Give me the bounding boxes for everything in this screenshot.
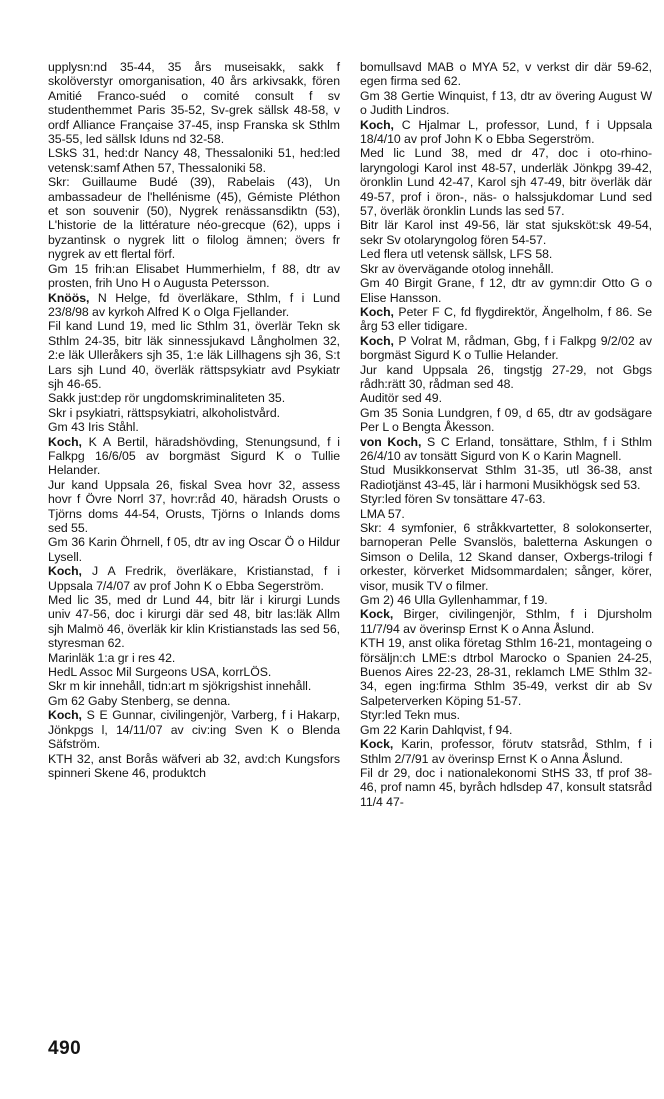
entry-surname: Koch, <box>360 333 394 348</box>
entry-paragraph <box>48 651 340 665</box>
entry-text: Sakk just:dep rör ungdomskriminaliteten 35. <box>48 391 286 406</box>
entry-paragraph <box>48 60 340 146</box>
entry-text: Bitr lär Karol inst 49-56, lär stat sjuksköt:sk 49-54, sekr Sv otolaryngolog fören 54-57. <box>360 218 652 247</box>
entry-paragraph <box>360 262 652 276</box>
entry-paragraph <box>48 665 340 679</box>
entry-heading-paragraph <box>360 305 652 334</box>
entry-paragraph <box>360 636 652 708</box>
entry-text: Fil dr 29, doc i nationalekonomi StHS 33, tf prof 38-46, prof namn 45, byråch hdlsdep 47, konsult statsråd 11/4 47- <box>360 765 652 809</box>
entry-paragraph <box>360 521 652 593</box>
entry-text: Karin, professor, förutv statsråd, Sthlm, f i Sthlm 2/7/91 av överinsp Ernst K o Anna Åslund. <box>360 737 652 766</box>
entry-paragraph <box>360 507 652 521</box>
entry-paragraph <box>360 276 652 305</box>
entry-heading-paragraph <box>360 118 652 147</box>
entry-text: Fil kand Lund 19, med lic Sthlm 31, överlär Tekn sk Sthlm 24-35, bitr läk sinnessjukavd Långholmen 32, 2:e läk Ulleråkers sjh 35, 1:e läk Lillhagens sjh 36, S:t Lars sjh Lund 40, överläk rättspsykiatr avd Psykiatr sjh 46-65. <box>48 319 340 391</box>
entry-text: Marinläk 1:a gr i res 42. <box>48 650 176 665</box>
entry-text: Gm 40 Birgit Grane, f 12, dtr av gymn:dir Otto G o Elise Hansson. <box>360 276 652 305</box>
entry-paragraph <box>360 463 652 492</box>
entry-surname: von Koch, <box>360 434 422 449</box>
entry-paragraph <box>360 492 652 506</box>
entry-heading-paragraph <box>48 564 340 593</box>
entry-text: Gm 35 Sonia Lundgren, f 09, d 65, dtr av godsägare Per L o Bengta Åkesson. <box>360 405 652 435</box>
entry-paragraph <box>360 60 652 89</box>
entry-paragraph <box>360 363 652 392</box>
entry-text: HedL Assoc Mil Surgeons USA, korrLÖS. <box>48 665 272 680</box>
entry-text: C Hjalmar L, professor, Lund, f i Uppsala 18/4/10 av prof John K o Ebba Segerström. <box>360 117 652 147</box>
entry-paragraph <box>48 694 340 708</box>
entry-paragraph <box>48 679 340 693</box>
entry-paragraph <box>48 478 340 536</box>
entry-text: LMA 57. <box>360 506 405 521</box>
entry-text: Gm 38 Gertie Winquist, f 13, dtr av övering August W o Judith Lindros. <box>360 88 652 118</box>
entry-surname: Koch, <box>48 564 82 579</box>
right-column <box>360 60 652 809</box>
entry-text: Peter F C, fd flygdirektör, Ängelholm, f 86. Se årg 53 eller tidigare. <box>360 304 652 334</box>
entry-text: Skr m kir innehåll, tidn:art m sjökrigshist innehåll. <box>48 679 312 694</box>
entry-surname: Koch, <box>48 434 82 449</box>
entry-heading-paragraph <box>48 708 340 751</box>
entry-text: upplysn:nd 35-44, 35 års museisakk, sakk f skolöverstyr omorganisation, 40 års arkivsakk, fören Amitié Franco-suéd o comité consult f sv studenthemmet Paris 35-52, Sv-grek sällsk 48-58, v ordf Alliance Française 37-45, insp Franska sk Sthlm 35-55, led sällsk Iduns nd 32-58. <box>48 60 340 147</box>
entry-text: KTH 32, anst Borås wäfveri ab 32, avd:ch Kungsfors spinneri Skene 46, produktch <box>48 751 340 780</box>
entry-text: Gm 22 Karin Dahlqvist, f 94. <box>360 722 513 737</box>
entry-text: Med lic 35, med dr Lund 44, bitr lär i kirurgi Lunds univ 47-56, doc i kirurgi där sed 48, bitr las:läk Allm sjh Malmö 46, överläk kir klin Kristianstads las sed 56, styresman 62. <box>48 593 340 651</box>
entry-paragraph <box>48 175 340 261</box>
entry-text: N Helge, fd överläkare, Sthlm, f i Lund 23/8/98 av kyrkoh Alfred K o Olga Fjellander. <box>48 290 340 319</box>
entry-text: Skr i psykiatri, rättspsykiatri, alkoholistvård. <box>48 405 280 420</box>
entry-text: Birger, civilingenjör, Sthlm, f i Djursholm 11/7/94 av överinsp Ernst K o Anna Åslund. <box>360 607 652 636</box>
entry-heading-paragraph <box>360 435 652 464</box>
entry-text: Med lic Lund 38, med dr 47, doc i oto-rhino-laryngologi Karol inst 48-57, underläk Jönkpg 39-42, öronklin Lund 42-47, Karol sjh 47-49, bitr överläk där 49-57, prof i öron-, näs- o halssjukdomar Lund sed 57, överläk öronklin Lunds las sed 57. <box>360 146 652 219</box>
entry-text: K A Bertil, häradshövding, Stenungsund, f i Falkpg 16/6/05 av borgmäst Sigurd K o Tullie Helander. <box>48 434 340 478</box>
left-column <box>48 60 340 780</box>
entry-text: S C Erland, tonsättare, Sthlm, f i Sthlm 26/4/10 av tonsätt Sigurd von K o Karin Magnell. <box>360 434 652 463</box>
entry-paragraph <box>48 319 340 391</box>
entry-paragraph <box>48 593 340 651</box>
entry-surname: Koch, <box>360 117 394 132</box>
entry-text: S E Gunnar, civilingenjör, Varberg, f i Hakarp, Jönkpgs l, 14/11/07 av civ:ing Sven K o Blenda Säfström. <box>48 708 340 752</box>
entry-heading-paragraph <box>48 435 340 478</box>
entry-text: Jur kand Uppsala 26, fiskal Svea hovr 32, assess hovr f Övre Norrl 37, hovr:råd 40, häradsh Orusts o Tjörns doms 44-54, Orusts, Tjörns o Inlands doms sed 55. <box>48 477 340 535</box>
entry-paragraph <box>360 391 652 405</box>
entry-surname: Koch, <box>360 304 394 319</box>
entry-text: Jur kand Uppsala 26, tingstjg 27-29, not Gbgs rådh:rätt 30, rådman sed 48. <box>360 362 652 391</box>
entry-text: Auditör sed 49. <box>360 391 442 406</box>
entry-text: Styr:led fören Sv tonsättare 47-63. <box>360 492 546 507</box>
entry-text: Stud Musikkonservat Sthlm 31-35, utl 36-38, anst Radiotjänst 43-45, lär i harmoni Musikhögsk sed 53. <box>360 463 652 492</box>
entry-text: LSkS 31, hed:dr Nancy 48, Thessaloniki 51, hed:led vetensk:samf Athen 57, Thessaloniki 58. <box>48 146 340 175</box>
entry-text: KTH 19, anst olika företag Sthlm 16-21, montageing o försäljn:ch LME:s dtrbol Marocko o Spanien 24-25, Buenos Aires 22-23, 28-31, reklamch LME Sthlm 32-34, egen ing:firma Sthlm 35-49, verkst dir ab Sv Salpeterverken Köping 51-57. <box>360 636 652 708</box>
entry-paragraph <box>48 406 340 420</box>
entry-surname: Knöös, <box>48 290 90 305</box>
entry-text: Gm 62 Gaby Stenberg, se denna. <box>48 693 231 708</box>
entry-text: J A Fredrik, överläkare, Kristianstad, f i Uppsala 7/4/07 av prof John K o Ebba Segerström. <box>48 564 340 593</box>
page-number: 490 <box>48 1038 82 1059</box>
entry-paragraph <box>360 708 652 722</box>
entry-text: Gm 15 frih:an Elisabet Hummerhielm, f 88, dtr av prosten, frih Uno H o Augusta Petersson. <box>48 261 340 291</box>
entry-paragraph <box>360 247 652 261</box>
entry-heading-paragraph <box>48 291 340 320</box>
entry-text: Skr: Guillaume Budé (39), Rabelais (43), Un ambassadeur de l'hellénisme (45), Gémiste Pléthon et son souvenir (50), Nygrek renässansdiktn (53), L'historie de la littérature néo-grecque (62), upps i byzantinsk o nygrek litt o filolog ämnen; övers fr nygrek av ett flertal förf. <box>48 175 340 262</box>
entry-text: Gm 43 Iris Ståhl. <box>48 420 139 435</box>
entry-text: Skr: 4 symfonier, 6 stråkkvartetter, 8 solokonserter, barnoperan Pelle Svanslös, baletterna Askungen o Simson o Delila, 12 Skand danser, Oxbergs-trilogi f orkester, körverket Midsommardalen; sånger, körer, visor, musik TV o filmer. <box>360 521 652 593</box>
entry-text: Gm 2) 46 Ulla Gyllenhammar, f 19. <box>360 593 548 608</box>
entry-text: Led flera utl vetensk sällsk, LFS 58. <box>360 247 553 262</box>
entry-paragraph <box>48 262 340 291</box>
entry-paragraph <box>48 420 340 434</box>
entry-surname: Koch, <box>48 708 82 723</box>
entry-paragraph <box>360 406 652 435</box>
entry-paragraph <box>360 146 652 218</box>
entry-paragraph <box>360 593 652 607</box>
entry-paragraph <box>48 391 340 405</box>
entry-heading-paragraph <box>360 737 652 766</box>
entry-paragraph <box>48 535 340 564</box>
entry-surname: Kock, <box>360 607 394 622</box>
entry-heading-paragraph <box>360 334 652 363</box>
entry-text: Gm 36 Karin Öhrnell, f 05, dtr av ing Oscar Ö o Hildur Lysell. <box>48 535 340 564</box>
entry-heading-paragraph <box>360 607 652 636</box>
entry-text: bomullsavd MAB o MYA 52, v verkst dir där 59-62, egen firma sed 62. <box>360 60 652 89</box>
entry-text: P Volrat M, rådman, Gbg, f i Falkpg 9/2/02 av borgmäst Sigurd K o Tullie Helander. <box>360 333 652 363</box>
entry-text: Skr av övervägande otolog innehåll. <box>360 261 554 276</box>
entry-paragraph <box>48 752 340 781</box>
entry-text: Styr:led Tekn mus. <box>360 708 461 723</box>
entry-paragraph <box>360 89 652 118</box>
entry-paragraph <box>360 766 652 809</box>
entry-paragraph <box>48 146 340 175</box>
entry-surname: Kock, <box>360 737 394 752</box>
entry-paragraph <box>360 218 652 247</box>
entry-paragraph <box>360 723 652 737</box>
